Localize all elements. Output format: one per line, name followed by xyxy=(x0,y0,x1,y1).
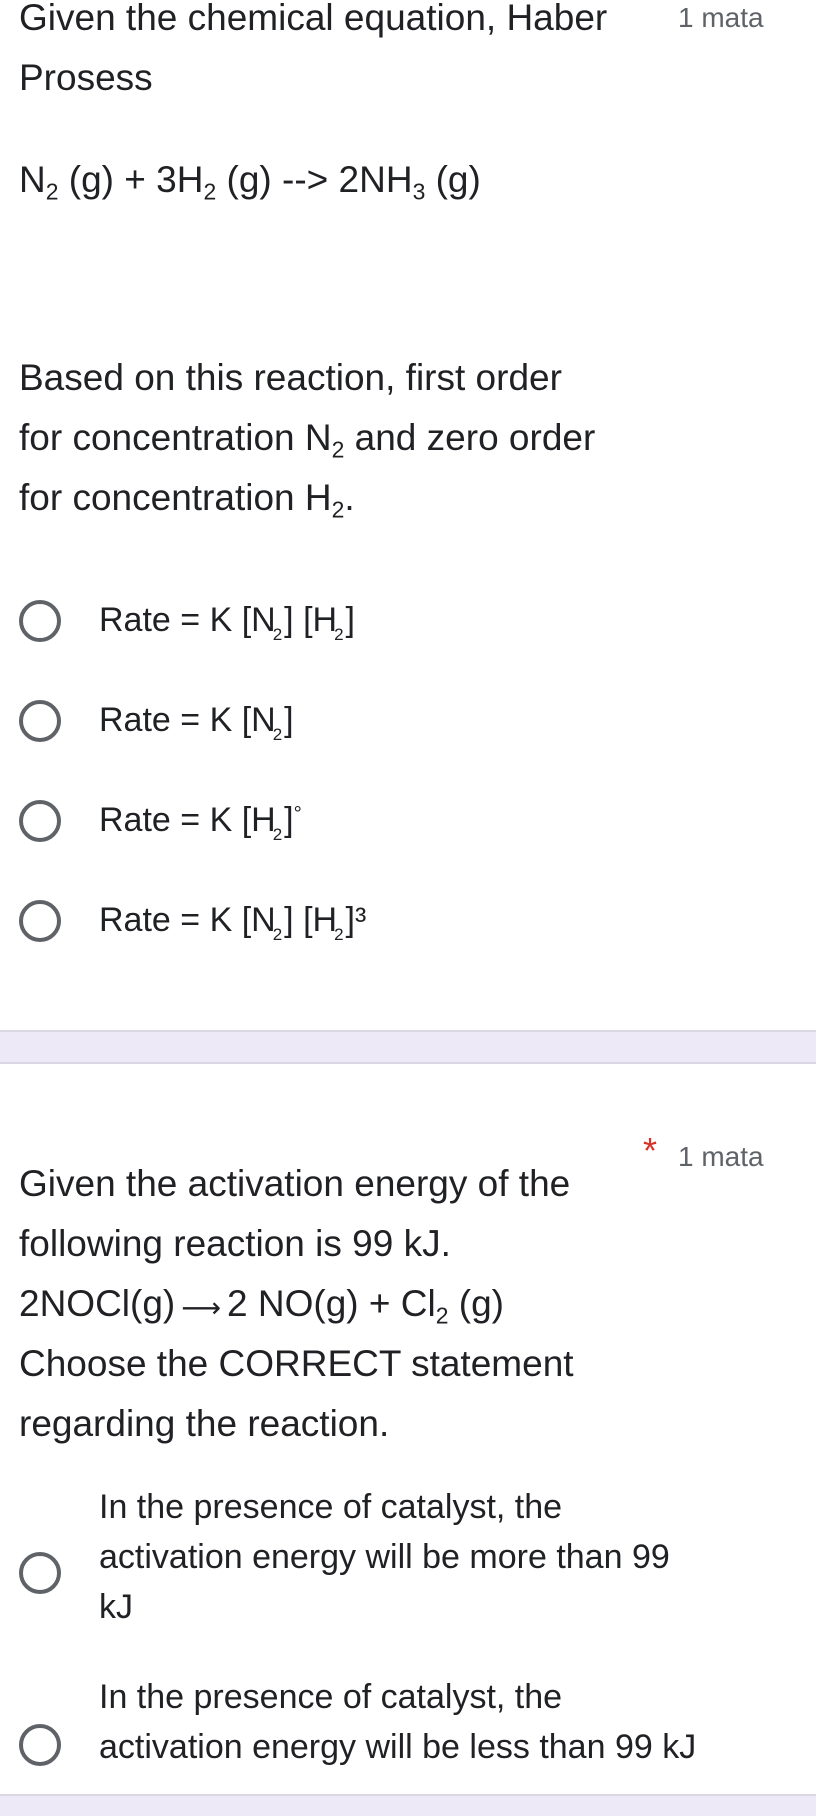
chemical-equation: $N_2$ $(g) + 3H_2$ (g) --> $2NH_3$ (g) xyxy=(19,159,481,205)
option-rate-n2-h2-cubed[interactable] xyxy=(19,897,799,947)
chemical-equation: 2NOCl(g) ⟶ 2 $NO(g) + Cl_2$ (g) xyxy=(19,1283,504,1329)
question-description-line: for concentration $H_2$. xyxy=(19,477,355,523)
radio-button[interactable] xyxy=(19,700,61,742)
option-label: Rate = K $[N_2]$ $[H_2]$ xyxy=(99,601,355,645)
option-label: Rate = K $[H_2]^\circ$ xyxy=(99,801,302,845)
radio-button[interactable] xyxy=(19,800,61,842)
option-label: Rate = K $[N_2]$ xyxy=(99,701,294,745)
question-description-line: for concentration $N_2$ and zero order xyxy=(19,417,596,463)
option-more-than-99[interactable] xyxy=(19,1482,799,1642)
option-less-than-99[interactable] xyxy=(19,1672,799,1782)
option-label: In the presence of catalyst, the activation energy will be more than 99 kJ xyxy=(99,1488,670,1626)
option-label: In the presence of catalyst, the activation energy will be less than 99 kJ xyxy=(99,1678,697,1766)
option-rate-n2[interactable] xyxy=(19,697,799,747)
question-description-line: Choose the CORRECT statement xyxy=(19,1343,574,1384)
option-label: Rate = K $[N_2]$ $[H_2]^3$ xyxy=(99,901,367,945)
points-label: 1 mata xyxy=(678,1141,764,1172)
question-title: Given the activation energy of the xyxy=(19,1163,571,1204)
points-label: 1 mata xyxy=(678,2,764,33)
section-divider xyxy=(0,1030,816,1064)
radio-button[interactable] xyxy=(19,1724,61,1766)
radio-button[interactable] xyxy=(19,900,61,942)
option-rate-h2-zero[interactable] xyxy=(19,797,799,847)
section-divider xyxy=(0,1794,816,1816)
question-title: Given the chemical equation, Haber Prosess xyxy=(19,0,608,98)
question-description-line: Based on this reaction, first order xyxy=(19,357,562,398)
question-description-line: regarding the reaction. xyxy=(19,1403,390,1444)
question-card-activation-energy xyxy=(0,1064,816,1794)
radio-button[interactable] xyxy=(19,1552,61,1594)
option-rate-n2-h2[interactable] xyxy=(19,597,799,647)
required-indicator: * xyxy=(643,1130,658,1171)
radio-button[interactable] xyxy=(19,600,61,642)
question-description-line: following reaction is 99 kJ. xyxy=(19,1223,451,1264)
